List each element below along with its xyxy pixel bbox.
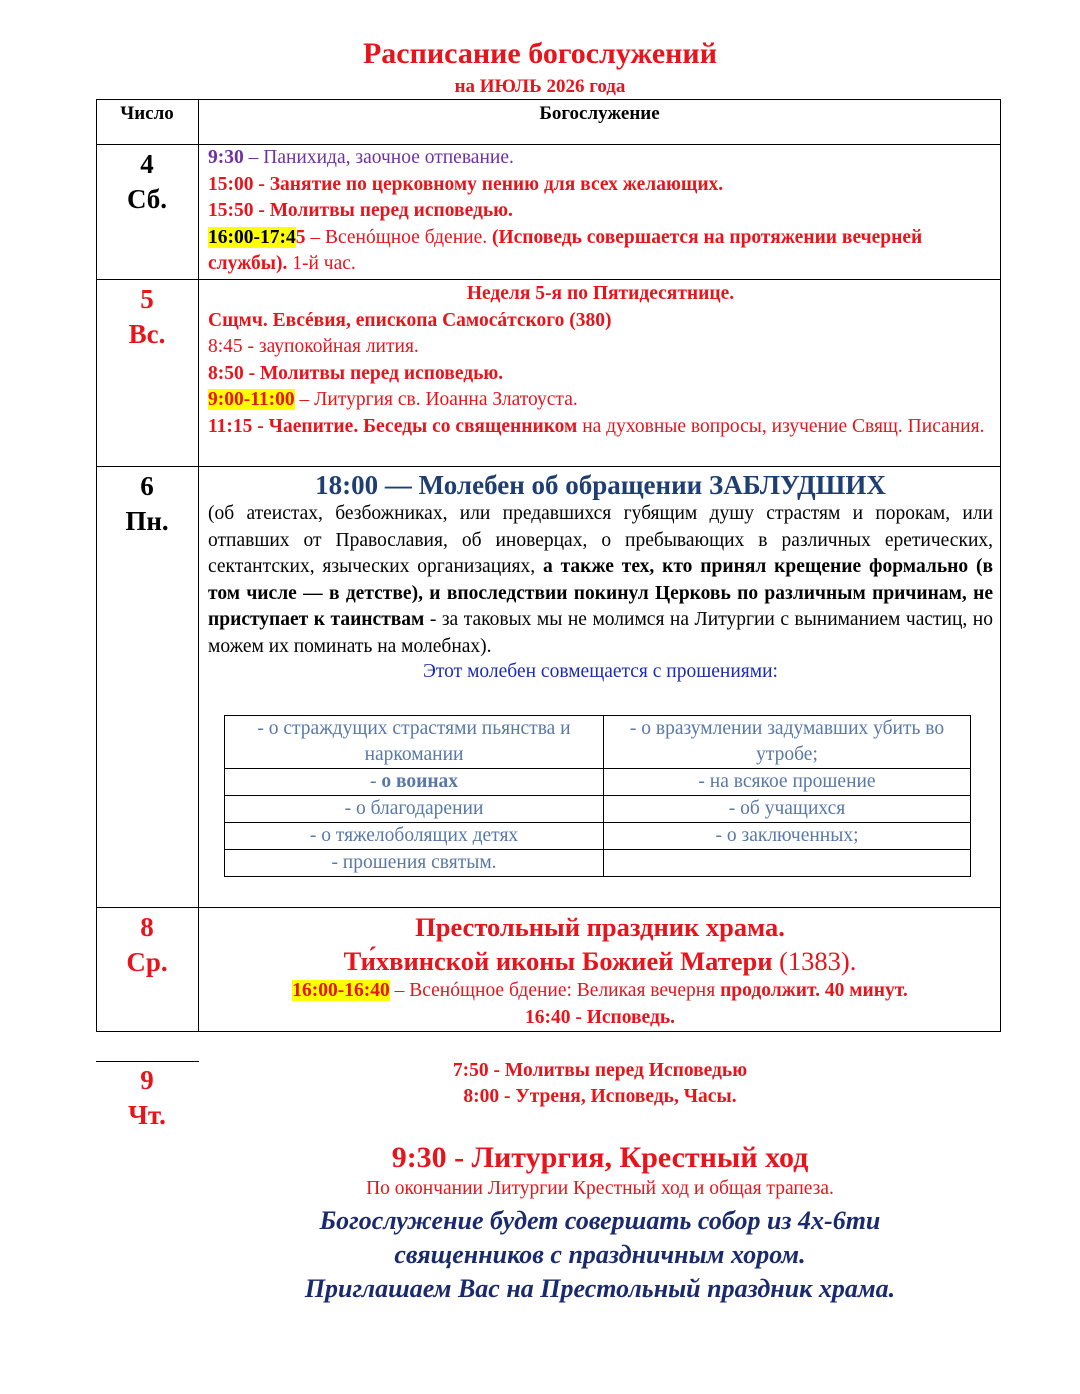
petition-cell <box>604 850 971 877</box>
service-line: 16:00-17:45 – Всенóщное бдение. (Исповедь совершается на протяжении вечерней службы). 1-й час. <box>208 226 923 274</box>
row-divider <box>96 907 1001 908</box>
after-liturgy-line: По окончании Литургии Крестный ход и общая трапеза. <box>366 1178 834 1199</box>
table-row <box>225 716 971 769</box>
page-title: Расписание богослужений <box>362 37 718 70</box>
day-of-week: Ср. <box>126 947 168 977</box>
invitation-line: Богослужение будет совершать собор из 4х-6ти <box>319 1206 881 1235</box>
day-of-week: Чт. <box>128 1100 166 1130</box>
saint-commemoration: Сщмч. Евсéвия, епископа Самосáтского (380) <box>208 309 612 331</box>
combined-note: Этот молебен совмещается с прошениями: <box>423 661 778 682</box>
prayers-line: 7:50 - Молитвы перед Исповедью <box>452 1060 748 1081</box>
day-6-date <box>96 469 198 539</box>
day-9-date <box>96 1063 198 1133</box>
service-line: 9:30 – Панихида, заочное отпевание. <box>208 147 514 168</box>
feast-title: Престольный праздник храма. <box>415 912 785 942</box>
week-title: Неделя 5-я по Пятидесятнице. <box>466 283 735 304</box>
day-8-date <box>96 910 198 980</box>
service-line: 11:15 - Чаепитие. Беседы со священником на духовные вопросы, изучение Свящ. Писания. <box>208 415 985 437</box>
row-divider <box>96 1061 199 1062</box>
day-of-week: Сб. <box>126 184 168 214</box>
moleben-heading: 18:00 — Молебен об обращении ЗАБЛУДШИХ <box>315 470 886 500</box>
service-line: 8:50 - Молитвы перед исповедью. <box>208 362 504 384</box>
day-6-services <box>208 468 993 686</box>
day-of-week: Пн. <box>125 506 169 536</box>
petition-cell: - о страждущих страстями пьянства и наркомании <box>225 716 604 769</box>
header-date: Число <box>120 103 174 124</box>
day-number: 4 <box>140 149 154 179</box>
petition-cell: - о воинах <box>225 769 604 796</box>
petition-cell: - о благодарении <box>225 796 604 823</box>
table-row <box>225 850 971 877</box>
day-5-services <box>208 281 993 440</box>
page-subtitle: на ИЮЛЬ 2026 года <box>454 76 626 97</box>
service-line: 15:00 - Занятие по церковному пению для всех желающих. <box>208 173 724 195</box>
invitation-line: священников с праздничным хором. <box>394 1240 806 1269</box>
moleben-description: (об атеистах, безбожниках, или предавшихся губящим душу страстям и порокам, или отпавших от Православия, об иноверцах, о пребывающих в различных еретических, сектантских, языческих организациях, а также тех, кто принял крещение формально (в том числе — в детстве), и впоследствии покинул Церковь по различным причинам, не приступает к таинствам - за таковых мы не молимся на Литургии с выниманием частиц, но можем их поминать на молебнах). <box>208 503 993 657</box>
day-4-date <box>96 147 198 217</box>
table-row <box>225 796 971 823</box>
service-line: 9:00-11:00 – Литургия св. Иоанна Златоуста. <box>208 389 578 410</box>
petition-cell: - прошения святым. <box>225 850 604 877</box>
column-divider <box>198 99 199 1032</box>
service-line: 8:45 - заупокойная лития. <box>208 336 419 357</box>
petition-cell: - о вразумлении задумавших убить во утробе; <box>604 716 971 769</box>
header-service: Богослужение <box>539 103 660 124</box>
table-row <box>225 823 971 850</box>
service-line: 15:50 - Молитвы перед исповедью. <box>208 200 513 221</box>
feast-icon-line: Ти́хвинской иконы Божией Матери (1383). <box>343 946 857 976</box>
confession-line: 16:40 - Исповедь. <box>524 1007 676 1028</box>
day-number: 8 <box>140 912 154 942</box>
day-number: 6 <box>140 471 154 501</box>
day-of-week: Вс. <box>128 319 166 349</box>
row-divider <box>96 466 1001 467</box>
day-number: 9 <box>140 1065 154 1095</box>
row-divider <box>96 279 1001 280</box>
invitation-line: Приглашаем Вас на Престольный праздник храма. <box>304 1274 896 1303</box>
petition-cell: - о тяжелоболящих детях <box>225 823 604 850</box>
petition-cell: - о заключенных; <box>604 823 971 850</box>
petitions-table <box>224 715 971 877</box>
matins-line: 8:00 - Утреня, Исповедь, Часы. <box>463 1086 737 1107</box>
liturgy-line: 9:30 - Литургия, Крестный ход <box>391 1141 809 1174</box>
vigil-line: 16:00-16:40 – Всенóщное бдение: Великая вечерня продолжит. 40 минут. <box>292 980 908 1001</box>
day-5-date <box>96 282 198 352</box>
petition-cell: - на всякое прошение <box>604 769 971 796</box>
day-number: 5 <box>140 284 154 314</box>
petition-cell: - об учащихся <box>604 796 971 823</box>
table-row <box>225 769 971 796</box>
day-4-services <box>208 145 993 278</box>
